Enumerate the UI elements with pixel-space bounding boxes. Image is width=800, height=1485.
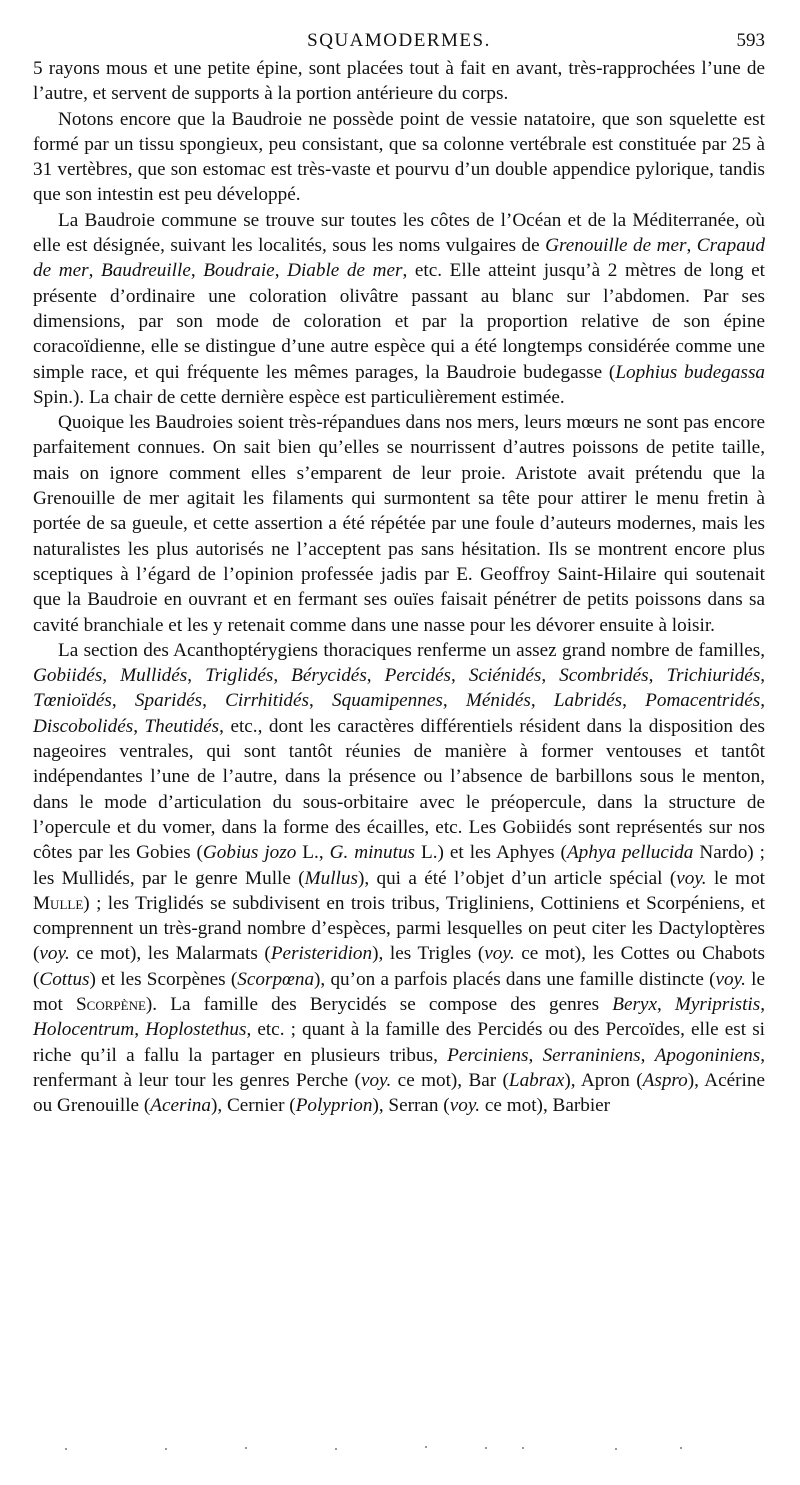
italic-run: Acerina	[150, 1095, 211, 1117]
text-run: ,	[640, 1044, 655, 1066]
italic-run: Apogoniniens	[654, 1044, 761, 1066]
text-run: ,	[308, 690, 332, 712]
paragraph-1	[33, 56, 765, 107]
italic-run: Cirrhitidés	[225, 690, 309, 712]
text-run: ), les Trigles (	[372, 943, 485, 965]
text-run: ,	[111, 690, 135, 712]
italic-run: Lophius budegassa	[615, 361, 765, 383]
text-run: Nardo) ; les Mullidés, par le genre Mulle (	[33, 842, 765, 889]
text-run: ce mot), Bar (	[391, 1069, 509, 1091]
italic-run: Trichiuridés	[666, 665, 761, 687]
italic-run: Diable de mer	[287, 260, 403, 282]
italic-run: Myripristis	[674, 993, 761, 1015]
italic-run: Scombridés	[559, 665, 649, 687]
italic-run: Holocentrum	[33, 1019, 135, 1041]
text-run: ,	[530, 690, 554, 712]
text-run: ,	[760, 665, 766, 687]
text-run: ,	[686, 235, 697, 257]
page	[33, 0, 765, 1118]
italic-run: Scorpœna	[237, 968, 315, 990]
text-run: , renfermant à leur tour les genres Perche (	[33, 1044, 766, 1091]
italic-run: voy.	[715, 968, 746, 990]
italic-run: Ménidés	[465, 690, 531, 712]
italic-run: Polyprion	[295, 1095, 373, 1117]
text-run: ,	[760, 690, 766, 712]
page-specks	[60, 1444, 700, 1454]
text-run: L.) et les Aphyes (	[415, 842, 567, 864]
text-run: , etc. ; quant à la famille des Percidés ou des Percoïdes, elle est si riche qu’il a fallu la partager en plusieurs tribus,	[33, 1019, 765, 1066]
italic-run: Percidés	[384, 665, 452, 687]
text-run: ,	[202, 690, 226, 712]
italic-run: Hoplostethus	[145, 1019, 247, 1041]
italic-run: G. minutus	[329, 842, 416, 864]
text-run: , etc., dont les caractères différentiels résident dans la disposition des nageoires ventrales, qui sont tantôt réunies de manière à former ventouses et tantôt indépendantes l’une de l’autre, dans la présence ou l’absence de barbillons sous le menton, dans le mode d’articulation du sous-orbitaire avec le préopercule, dans la structure de l’opercule et du vomer, dans la forme des écailles, etc. Les Gobiidés sont représentés sur nos côtes par les Gobies (	[33, 715, 766, 864]
text-run: ,	[541, 665, 560, 687]
text-run: ,	[760, 993, 766, 1015]
italic-run: Serraniniens	[542, 1044, 641, 1066]
italic-run: Labridés	[553, 690, 623, 712]
text-run: L.,	[296, 842, 330, 864]
text-run: ce mot), Barbier	[480, 1095, 611, 1117]
text-run: 5 rayons mous et une petite épine, sont placées tout à fait en avant, très-rapprochées l’une de l’autre, et servent de supports à la portion antérieure du corps.	[33, 58, 765, 105]
italic-run: Crapaud de mer	[33, 235, 765, 282]
text-run: ce mot), les Cottes ou Chabots (	[33, 943, 765, 990]
text-run: ) et les Scorpènes (	[89, 968, 238, 990]
italic-run: Tœnioïdés	[33, 690, 112, 712]
italic-run: Aspro	[642, 1069, 688, 1091]
text-run: ) ; les Triglidés se subdivisent en trois tribus, Trigliniens, Cottiniens et Scorpéniens, et comprennent un très-grand nombre d’espèces, parmi lesquelles on peut citer les Dactyloptères (	[33, 892, 765, 965]
text-run: ), Acérine ou Grenouille (	[33, 1069, 765, 1117]
italic-run: Squamipennes	[332, 690, 443, 712]
text-run: ,	[528, 1044, 543, 1066]
paragraph-4	[33, 410, 765, 638]
italic-run: Triglidés	[205, 665, 274, 687]
text-run: ,	[88, 260, 101, 282]
italic-run: Grenouille de mer	[545, 235, 687, 257]
italic-run: Boudraie	[203, 260, 275, 282]
text-run: La Baudroie commune se trouve sur toutes les côtes de l’Océan et de la Méditerranée, où elle est désignée, suivant les localités, sous les noms vulgaires de	[33, 209, 765, 257]
text-run: Notons encore que la Baudroie ne possède point de vessie natatoire, que son squelette est formé par un tissu spongieux, peu consistant, que sa colonne vertébrale est constituée par 25 à 31 vertèbres, que son estomac est très-vaste et pourvu d’un double appendice pylorique, tandis que son intestin est peu développé.	[33, 108, 765, 206]
italic-run: Mullidés	[120, 665, 188, 687]
text-run: ,	[190, 260, 204, 282]
page-number: 593	[736, 30, 765, 51]
body-text	[33, 56, 765, 1118]
italic-run: Labrax	[508, 1069, 565, 1091]
italic-run: Sparidés	[134, 690, 203, 712]
italic-run: Aphya pellucida	[566, 842, 694, 864]
italic-run: Cottus	[39, 968, 90, 990]
text-run: Spin.). La chair de cette dernière espèce est particulièrement estimée.	[33, 386, 565, 408]
italic-run: voy.	[360, 1069, 392, 1091]
text-run: ), Serran (	[372, 1095, 450, 1117]
text-run: ), qu’on a parfois placés dans une famille distincte (	[314, 968, 716, 990]
italic-run: Perciniens	[447, 1044, 529, 1066]
text-run: ,	[366, 665, 385, 687]
small-caps-run: Mulle	[33, 892, 84, 914]
paragraph-3	[33, 208, 765, 410]
text-run: le mot	[706, 867, 765, 889]
italic-run: Bérycidés	[291, 665, 367, 687]
text-run: ,	[133, 715, 145, 737]
italic-run: Gobius jozo	[202, 842, 297, 864]
text-run: ), Apron (	[564, 1069, 643, 1091]
small-caps-run: Scorpène	[76, 993, 146, 1015]
italic-run: Baudreuille	[100, 260, 191, 282]
text-run: ,	[134, 1019, 146, 1041]
text-run: La section des Acanthoptérygiens thoraciques renferme un assez grand nombre de familles,	[58, 639, 765, 661]
text-run: ), Cernier (	[210, 1095, 296, 1117]
text-run: ,	[648, 665, 667, 687]
text-run: ,	[273, 665, 292, 687]
text-run: ce mot), les Malarmats (	[69, 943, 271, 965]
text-run: ,	[656, 993, 675, 1015]
text-run: ,	[451, 665, 469, 687]
text-run: ,	[274, 260, 288, 282]
running-title: SQUAMODERMES.	[307, 30, 491, 51]
text-run: ), qui a été l’objet d’un article spécial (	[357, 867, 677, 889]
text-run: ). La famille des Berycidés se compose des genres	[145, 993, 613, 1015]
running-head	[33, 0, 765, 56]
italic-run: Mullus	[304, 867, 358, 889]
text-run: Quoique les Baudroies soient très-répandues dans nos mers, leurs mœurs ne sont pas encore parfaitement connues. On sait bien qu’elles se nourrissent d’autres poissons de petite taille, mais on ignore comment elles s’emparent de leur proie. Aristote avait prétendu que la Grenouille de mer agitait les filaments qui surmontent sa tête pour attirer le menu fretin à portée de sa gueule, et cette assertion a été répétée par une foule d’auteurs modernes, mais les naturalistes les plus autorisés ne l’acceptent pas sans hésitation. Ils se montrent encore plus sceptiques à l’égard de l’opinion professée jadis par E. Geoffroy Saint-Hilaire qui soutenait que la Baudroie en ouvrant et en fermant ses ouïes faisait pénétrer de petits poissons dans sa cavité branchiale et les y retenait comme dans une nasse pour les dévorer ensuite à loisir.	[33, 412, 765, 636]
paragraph-5	[33, 638, 765, 1119]
italic-run: voy.	[39, 943, 70, 965]
italic-run: Peristeridion	[270, 943, 373, 965]
italic-run: Theutidés	[144, 715, 220, 737]
italic-run: Pomacentridés	[645, 690, 761, 712]
italic-run: voy.	[484, 943, 515, 965]
italic-run: voy.	[449, 1095, 481, 1117]
italic-run: Beryx	[612, 993, 657, 1015]
italic-run: Discobolidés	[33, 715, 134, 737]
text-run: ,	[187, 665, 206, 687]
italic-run: voy.	[676, 867, 707, 889]
paragraph-2	[33, 107, 765, 208]
text-run: ,	[102, 665, 121, 687]
italic-run: Sciénidés	[468, 665, 542, 687]
text-run: , etc. Elle atteint jusqu’à 2 mètres de long et présente d’ordinaire une coloration olivâtre passant au blanc sur l’abdomen. Par ses dimensions, par son mode de coloration et par la proportion relative de son épine coracoïdienne, elle se distingue d’une autre espèce qui a été longtemps considérée comme une simple race, et qui fréquente les mêmes parages, la Baudroie budegasse (	[33, 260, 766, 383]
text-run: ,	[442, 690, 466, 712]
text-run: le mot	[33, 968, 765, 1015]
text-run: ,	[622, 690, 646, 712]
italic-run: Gobiidés	[33, 665, 103, 687]
